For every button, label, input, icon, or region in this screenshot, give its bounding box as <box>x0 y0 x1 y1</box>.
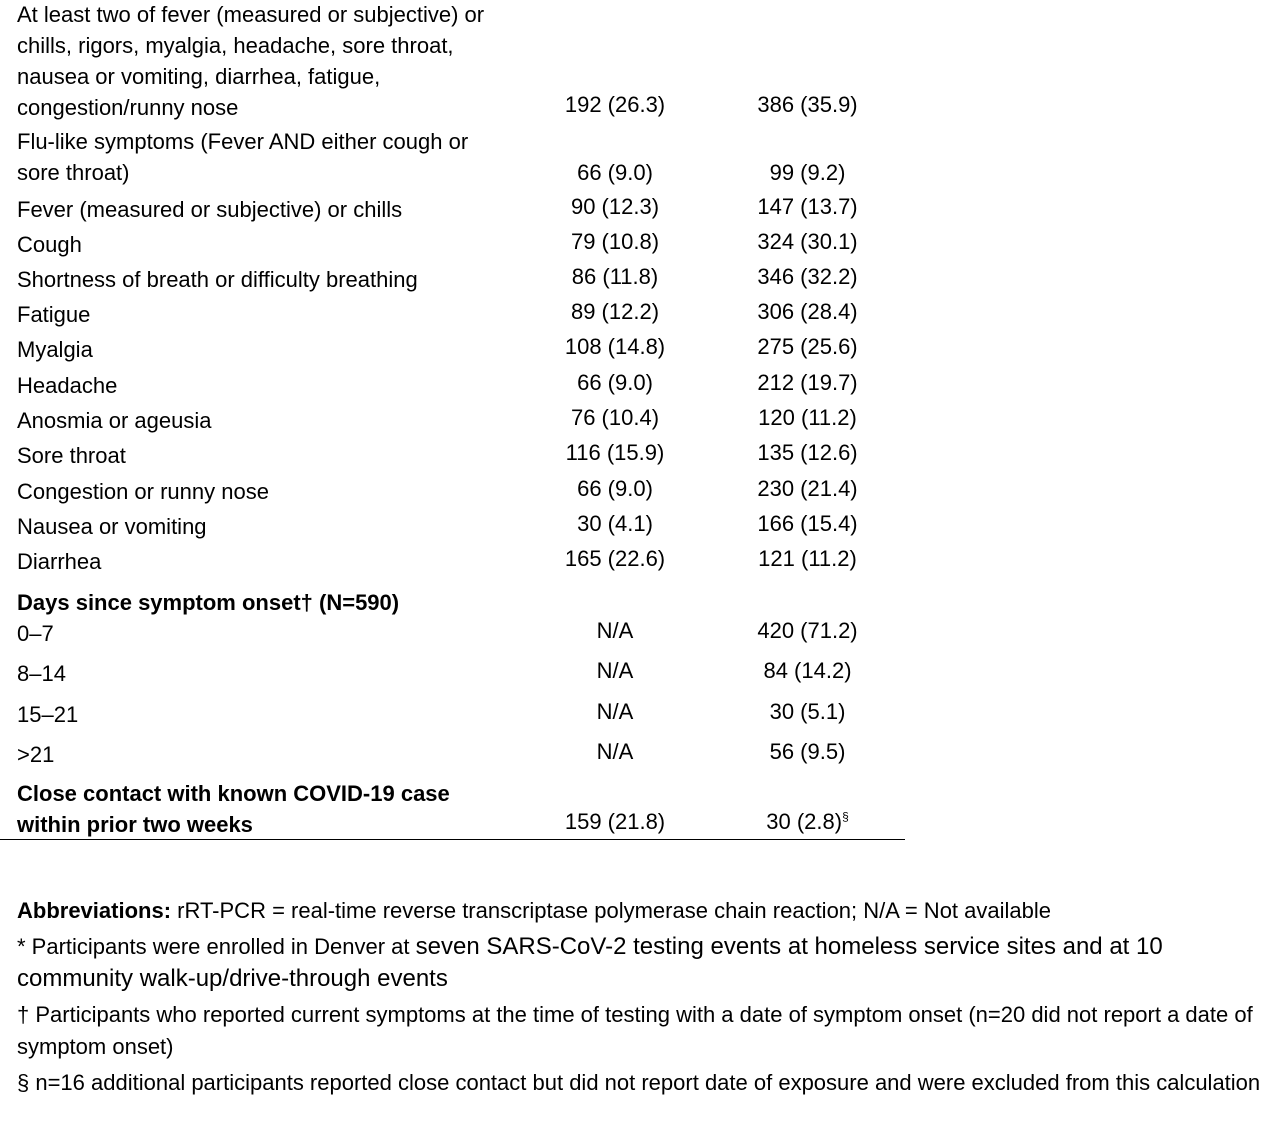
cell-col2: 121 (11.2) <box>758 546 857 571</box>
table-bottom-rule <box>0 839 905 840</box>
row-label: Headache <box>17 373 118 398</box>
cell-col2 <box>710 809 905 835</box>
row-label: 15–21 <box>17 702 79 727</box>
section-footnote: § n=16 additional participants reported close contact but did not report date of exposure and were excluded from this calculation <box>17 1070 1261 1095</box>
cell-col2: 84 (14.2) <box>763 658 852 683</box>
cell-col1: 165 (22.6) <box>564 546 666 571</box>
cell-col2: 420 (71.2) <box>757 618 858 643</box>
table-row <box>0 0 905 124</box>
cell-col1: 30 (4.1) <box>577 511 653 536</box>
enrollment-footnote <box>17 931 1279 995</box>
cell-col1: 89 (12.2) <box>570 299 660 324</box>
cell-col2-value: 30 (2.8) <box>766 809 843 834</box>
cell-col1: 66 (9.0) <box>577 160 653 185</box>
cell-col1: 116 (15.9) <box>565 440 665 465</box>
cell-col1: N/A <box>596 658 634 683</box>
row-label: Fever (measured or subjective) or chills <box>17 197 403 222</box>
cell-col1: 76 (10.4) <box>570 405 660 430</box>
cell-col1: N/A <box>596 699 634 724</box>
row-label: Anosmia or ageusia <box>17 408 212 433</box>
row-label: Shortness of breath or difficulty breathing <box>17 267 418 292</box>
cell-col2: 212 (19.7) <box>757 370 858 395</box>
table-row <box>0 778 905 840</box>
cell-col2: 306 (28.4) <box>757 299 858 324</box>
cell-col2: 120 (11.2) <box>758 405 857 430</box>
cell-col2: 135 (12.6) <box>757 440 858 465</box>
cell-col1: 66 (9.0) <box>577 370 653 395</box>
cell-col2: 275 (25.6) <box>757 334 858 359</box>
enrollment-footnote-events: seven SARS-CoV-2 testing events at homeless service sites and at 10 community walk-up/drive-through events <box>17 933 1163 992</box>
cell-col2: 99 (9.2) <box>769 160 846 185</box>
section-header-days-since-onset: Days since symptom onset† (N=590) <box>17 590 400 615</box>
row-label: Congestion or runny nose <box>17 479 269 504</box>
row-label: >21 <box>17 742 55 767</box>
abbreviations-label: Abbreviations: <box>17 898 172 923</box>
footnotes <box>17 895 1279 1099</box>
cell-col2: 324 (30.1) <box>757 229 858 254</box>
cell-col1: 108 (14.8) <box>564 334 666 359</box>
cell-col1: 86 (11.8) <box>571 264 659 289</box>
section-footnote-marker: § <box>842 809 849 824</box>
cell-col1: 79 (10.8) <box>570 229 660 254</box>
cell-col1: 90 (12.3) <box>570 194 660 219</box>
cell-col1: N/A <box>596 618 634 643</box>
row-label: Diarrhea <box>17 549 102 574</box>
row-label: 8–14 <box>17 661 66 686</box>
cell-col1: N/A <box>596 739 634 764</box>
abbreviations-text: rRT-PCR = real-time reverse transcriptase polymerase chain reaction; N/A = Not available <box>171 898 1051 923</box>
row-label: Cough <box>17 232 82 257</box>
cell-col2: 147 (13.7) <box>757 194 858 219</box>
table-row <box>0 126 905 188</box>
cell-col2: 30 (5.1) <box>769 699 846 724</box>
cell-col2: 346 (32.2) <box>757 264 858 289</box>
cell-col2: 56 (9.5) <box>769 739 846 764</box>
cell-col1: 66 (9.0) <box>577 476 653 501</box>
cell-col2: 386 (35.9) <box>757 92 858 117</box>
row-label: Sore throat <box>17 443 126 468</box>
cell-col2: 230 (21.4) <box>757 476 858 501</box>
row-label: At least two of fever (measured or subjective) or chills, rigors, myalgia, headache, sore throat, nausea or vomiting, diarrhea, fatigue, congestion/runny nose <box>17 2 485 120</box>
dagger-footnote: † Participants who reported current symptoms at the time of testing with a date of symptom onset (n=20 did not report a date of symptom onset) <box>17 1002 1253 1059</box>
cell-col1: 159 (21.8) <box>564 809 666 834</box>
enrollment-footnote-prefix: * Participants were enrolled in Denver at <box>17 934 416 959</box>
cell-col1: 192 (26.3) <box>564 92 666 117</box>
row-label: Myalgia <box>17 337 93 362</box>
abbreviations-note <box>17 895 1279 927</box>
cell-col2: 166 (15.4) <box>757 511 858 536</box>
row-label: Nausea or vomiting <box>17 514 207 539</box>
row-label: Fatigue <box>17 302 91 327</box>
row-label: Flu-like symptoms (Fever AND either cough or sore throat) <box>17 129 469 185</box>
row-label-close-contact: Close contact with known COVID-19 case within prior two weeks <box>17 781 450 837</box>
row-label: 0–7 <box>17 621 54 646</box>
